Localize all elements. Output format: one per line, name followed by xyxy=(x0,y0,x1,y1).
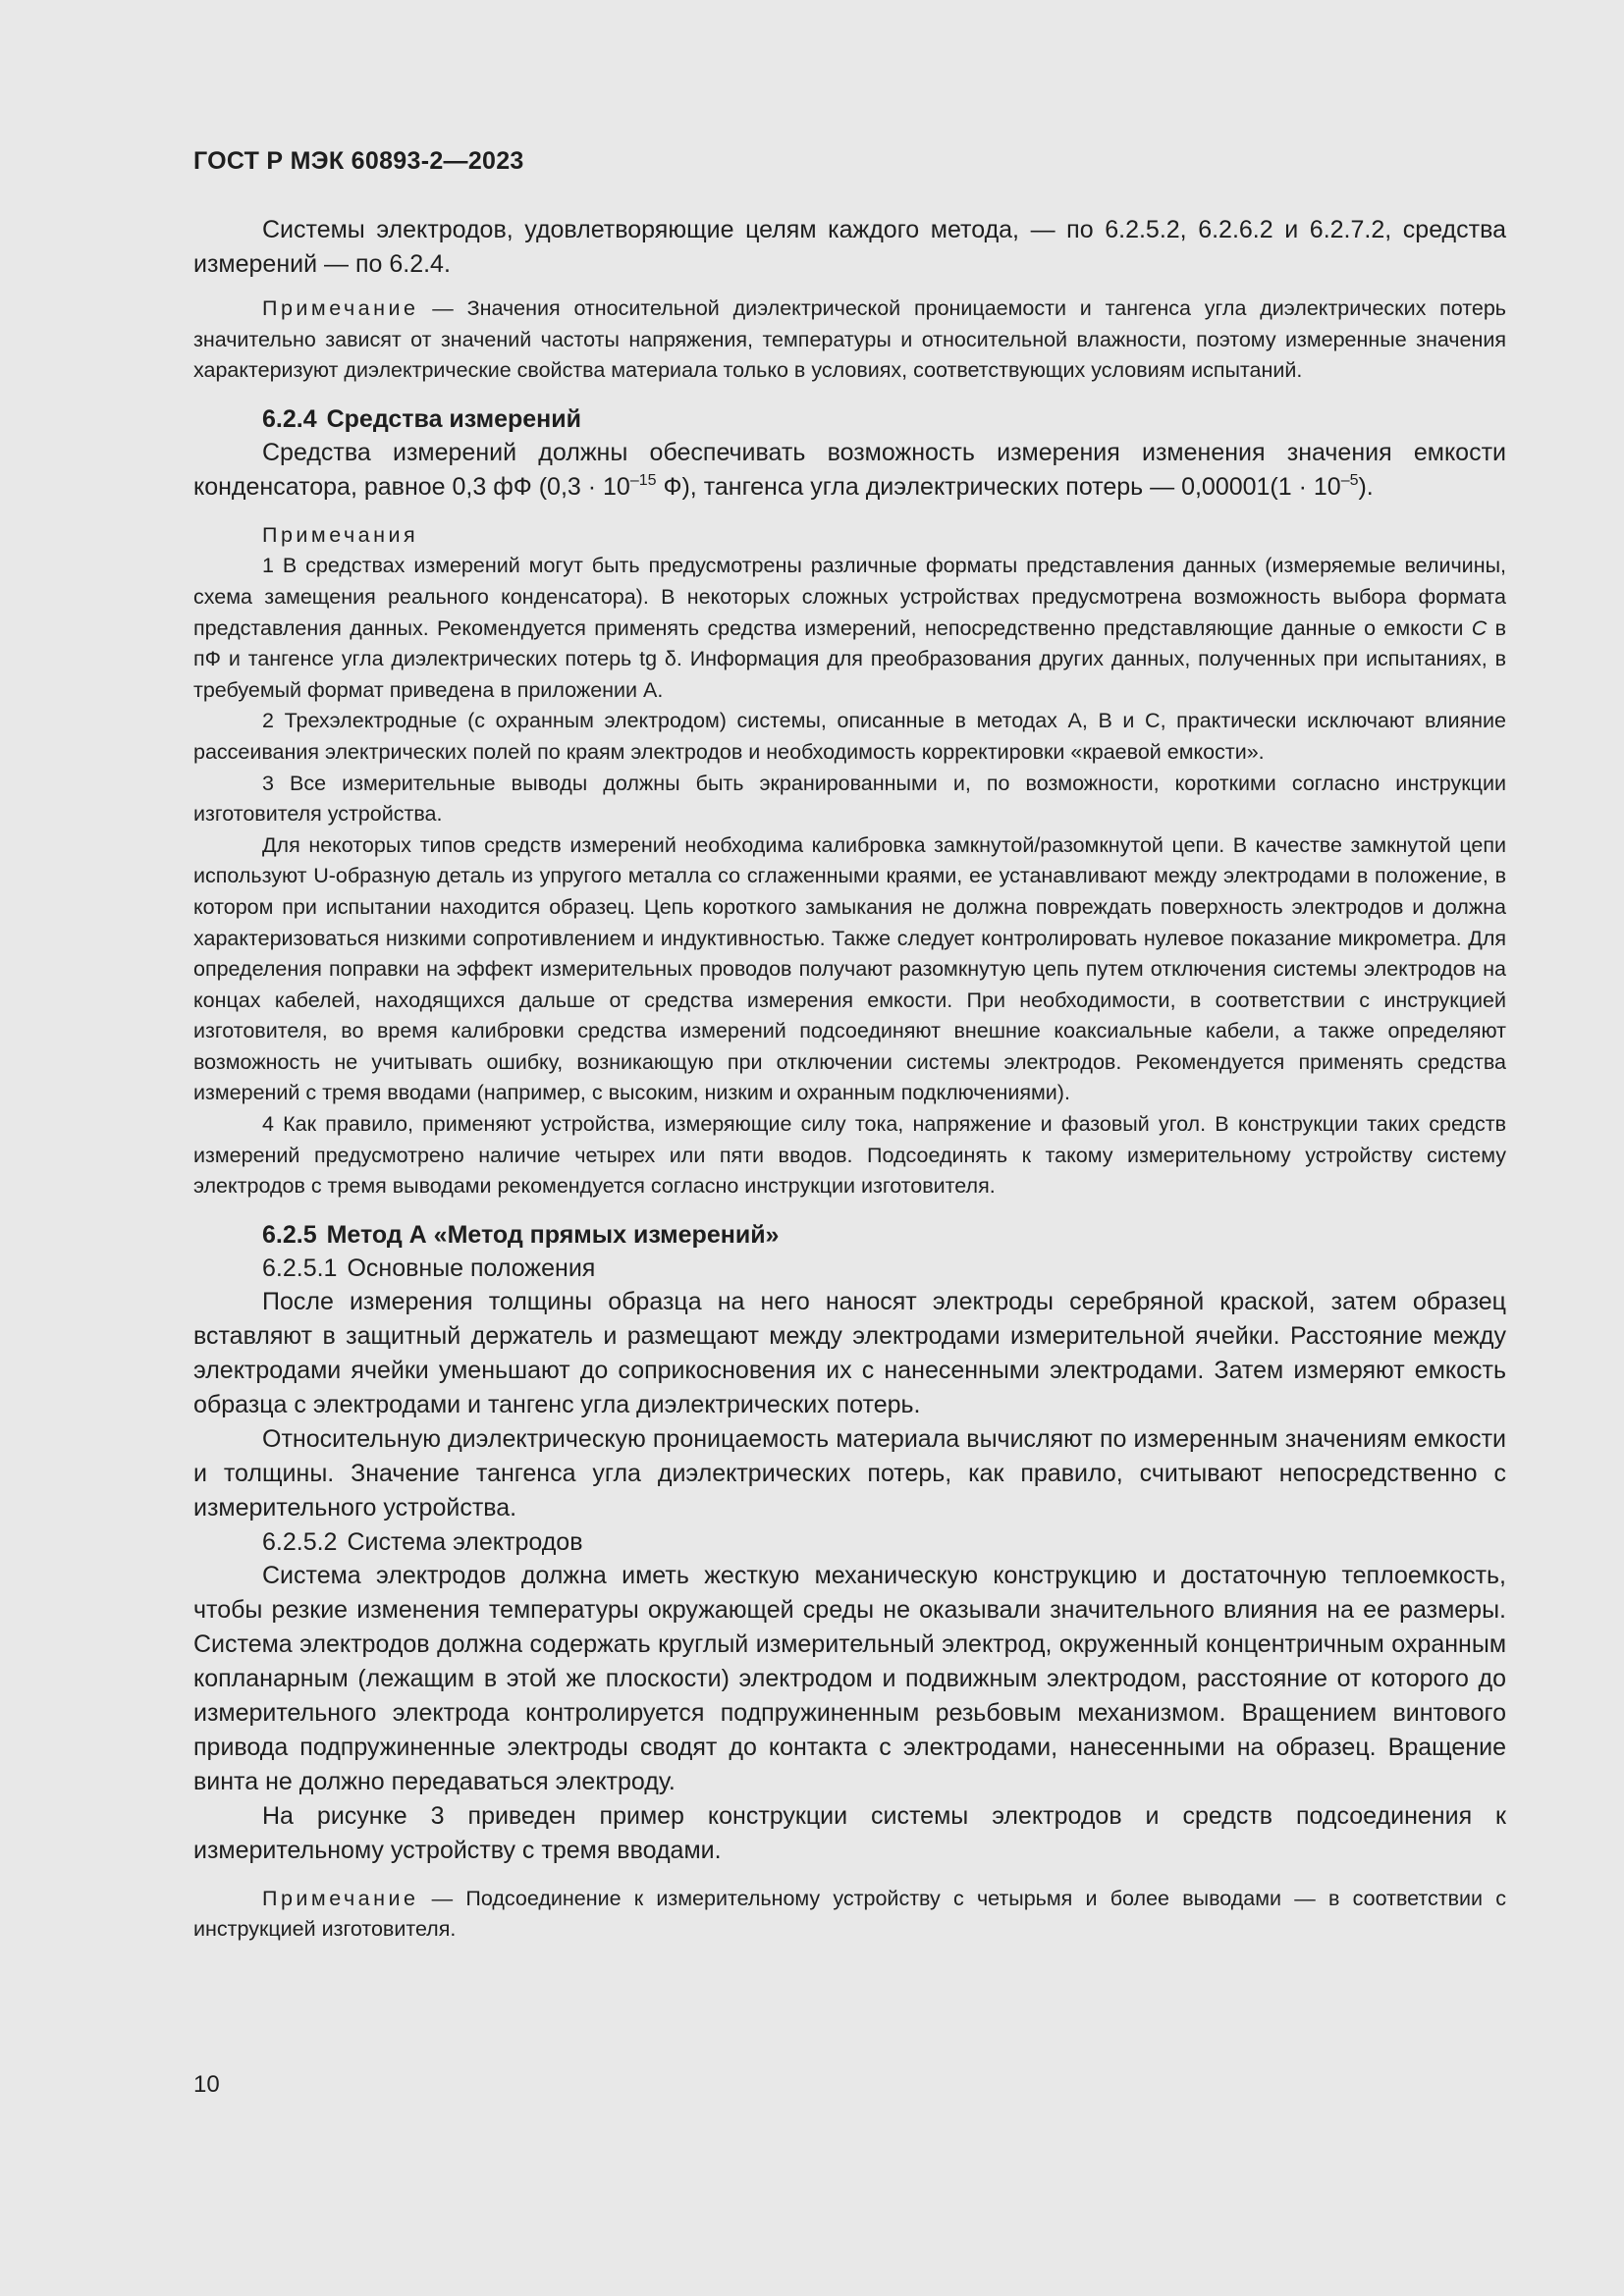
note-label: Примечание xyxy=(262,296,419,320)
section-6-2-5-2-paragraph-2: На рисунке 3 приведен пример конструкции системы электродов и средств подсоединения к измерительному устройству с тремя вводами. xyxy=(193,1801,1506,1864)
intro-paragraph: Системы электродов, удовлетворяющие целям каждого метода, — по 6.2.5.2, 6.2.6.2 и 6.2.7.2, средства измерений — по 6.2.4. xyxy=(193,216,1506,278)
note-3-continued: Для некоторых типов средств измерений необходима калибровка замкнутой/разомкнутой цепи. В качестве замкнутой цепи используют U-образную деталь из упругого металла со сглаженными краями, ее устанавливают между электродами в положение, в котором при испытании находится образец. Цепь короткого замыкания не должна повреждать поверхность электродов и должна характеризоваться низкими сопротивлением и индуктивностью. Также следует контролировать нулевое показание микрометра. Для определения поправки на эффект измерительных проводов получают разомкнутую цепь путем отключения системы электродов на концах кабелей, находящихся дальше от средства измерения емкости. При необходимости, в соответствии с инструкцией изготовителя, во время калибровки средства измерений подсоединяют внешние коаксиальные кабели, а также определяют возможность не учитывать ошибку, возникающую при отключении системы электродов. Рекомендуется применять средства измерений с тремя вводами (например, с высоким, низким и охранным подключениями). xyxy=(193,832,1506,1105)
section-6-2-4-paragraph: Средства измерений должны обеспечивать возможность измерения изменения значения емкости конденсатора, равное 0,3 фФ ($0,3 \cdot 10^{-15}$ Ф), тангенса угла диэлектрических потерь — $0,00001(1 \cdot 10^{-5})$. xyxy=(193,438,1506,501)
note-2: 2 Трехэлектродные (с охранным электродом) системы, описанные в методах А, В и С, практически исключают влияние рассеивания электрических полей по краям электродов и необходимость корректировки «краевой емкости». xyxy=(193,709,1506,764)
intro-note xyxy=(193,294,1506,387)
note-1: 1 В средствах измерений могут быть предусмотрены различные форматы представления данных (измеряемые величины, схема замещения реального конденсатора). В некоторых сложных устройствах предусмотрена возможность выбора формата представления данных. Рекомендуется применять средства измерений, непосредственно представляющие данные о емкости C в пФ и тангенсе угла диэлектрических потерь tg δ. Информация для преобразования других данных, полученных при испытаниях, в требуемый формат приведена в приложении А. xyxy=(193,554,1506,702)
page-number: 10 xyxy=(193,2071,220,2098)
notes-label: Примечания xyxy=(262,522,419,547)
note-label: Примечание xyxy=(262,1886,419,1910)
section-6-2-5-1-paragraph-2: Относительную диэлектрическую проницаемость материала вычисляют по измеренным значениям емкости и толщины. Значение тангенса угла диэлектрических потерь, как правило, считывают непосредственно с измерительного устройства. xyxy=(193,1424,1506,1522)
section-6-2-5-2-note xyxy=(193,1884,1506,1946)
subsection-heading-6-2-5-1: 6.2.5.1 Основные положения xyxy=(262,1254,596,1282)
document-header: ГОСТ Р МЭК 60893-2—2023 xyxy=(193,147,524,175)
section-6-2-5-1-paragraph-1: После измерения толщины образца на него наносят электроды серебряной краской, затем образец вставляют в защитный держатель и размещают между электродами измерительной ячейки. Расстояние между электродами ячейки уменьшают до соприкосновения их с нанесенными электродами. Затем измеряют емкость образца с электродами и тангенс угла диэлектрических потерь. xyxy=(193,1287,1506,1418)
subsection-heading-6-2-5-2: 6.2.5.2 Система электродов xyxy=(262,1527,583,1556)
note-text: — Подсоединение к измерительному устройству с четырьмя и более выводами — в соответствии с инструкцией изготовителя. xyxy=(193,1886,1506,1942)
note-4: 4 Как правило, применяют устройства, измеряющие силу тока, напряжение и фазовый угол. В конструкции таких средств измерений предусмотрено наличие четырех или пяти вводов. Подсоединять к такому измерительному устройству систему электродов с тремя выводами рекомендуется согласно инструкции изготовителя. xyxy=(193,1112,1506,1199)
section-heading-6-2-5: 6.2.5 Метод А «Метод прямых измерений» xyxy=(262,1220,780,1249)
section-6-2-5-2-paragraph-1: Система электродов должна иметь жесткую механическую конструкцию и достаточную теплоемкость, чтобы резкие изменения температуры окружающей среды не оказывали значительного влияния на ее размеры. Система электродов должна содержать круглый измерительный электрод, окруженный концентричным охранным копланарным (лежащим в этой же плоскости) электродом и подвижным электродом, расстояние от которого до измерительного электрода контролируется подпружиненным резьбовым механизмом. Вращением винтового привода подпружиненные электроды сводят до контакта с электродами, нанесенными на образец. Вращение винта не должно передаваться электроду. xyxy=(193,1561,1506,1795)
document-page xyxy=(193,147,1506,1946)
note-3: 3 Все измерительные выводы должны быть экранированными и, по возможности, короткими согласно инструкции изготовителя устройства. xyxy=(193,771,1506,827)
section-heading-6-2-4: 6.2.4 Средства измерений xyxy=(262,404,581,433)
note-text: — Значения относительной диэлектрической проницаемости и тангенса угла диэлектрических потерь значительно зависят от значений частоты напряжения, температуры и относительной влажности, поэтому измеренные значения характеризуют диэлектрические свойства материала только в условиях, соответствующих условиям испытаний. xyxy=(193,296,1506,383)
